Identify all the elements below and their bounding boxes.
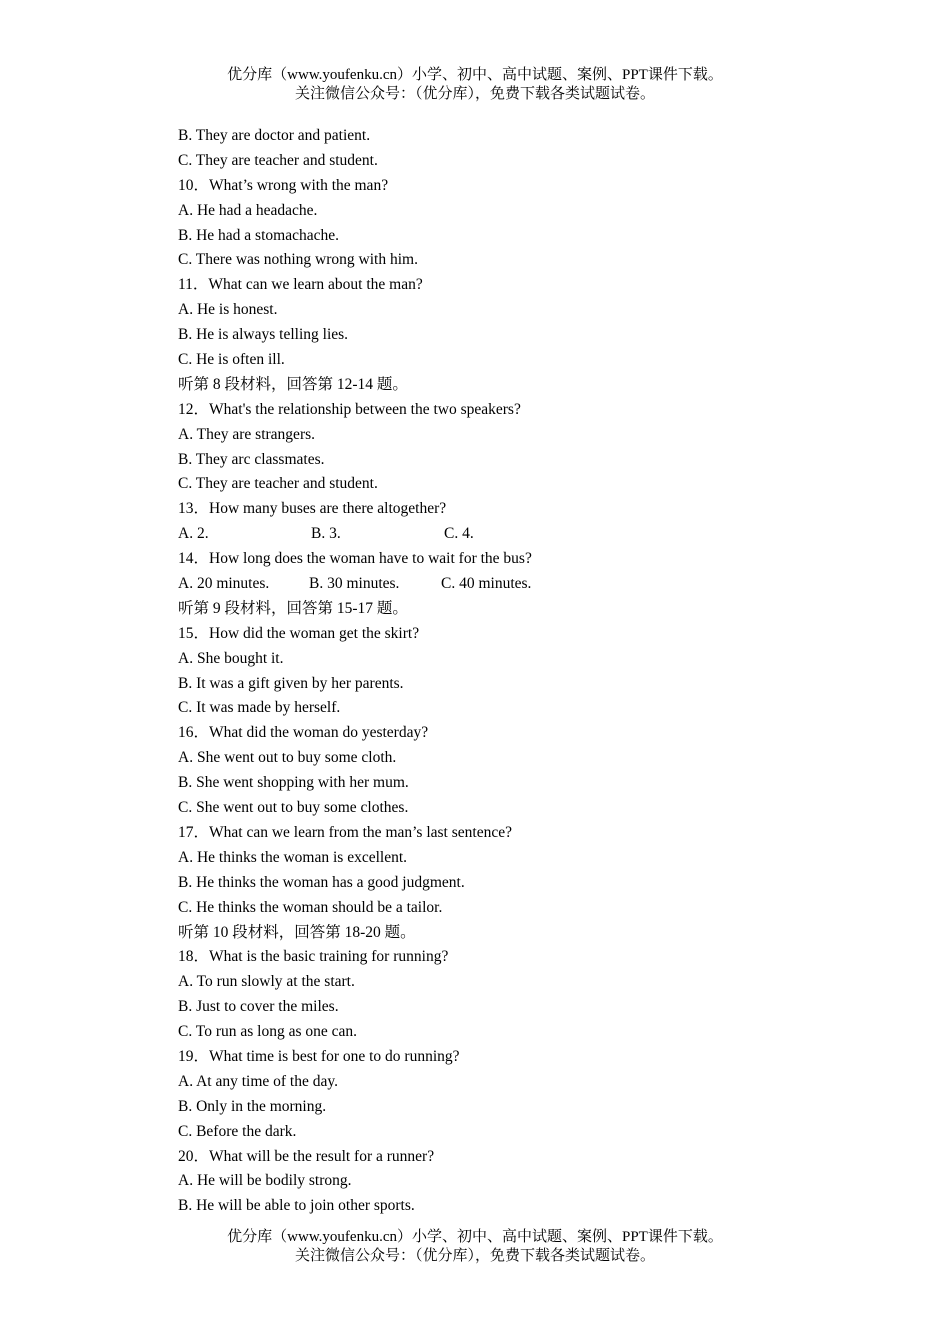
option-line: C. He thinks the woman should be a tailor. [178, 898, 443, 916]
option-a: A. 2. [178, 525, 209, 543]
footer-line-1: 优分库（www.youfenku.cn）小学、初中、高中试题、案例、PPT课件下载。 [227, 1229, 723, 1245]
option-line: C. Before the dark. [178, 1122, 297, 1140]
question-16: 16．What did the woman do yesterday? [178, 724, 429, 742]
question-17: 17．What can we learn from the man’s last sentence? [178, 823, 512, 841]
option-b: B. 3. [311, 525, 341, 543]
question-13: 13．How many buses are there altogether? [178, 500, 447, 518]
question-12: 12．What's the relationship between the two speakers? [178, 400, 521, 418]
option-line: C. They are teacher and student. [178, 475, 378, 493]
header-line-2: 关注微信公众号：（优分库），免费下载各类试题试卷。 [294, 86, 655, 102]
option-line: B. He is always telling lies. [178, 326, 349, 344]
option-line: A. She went out to buy some cloth. [178, 749, 397, 767]
question-14-options [178, 572, 778, 597]
option-line: B. It was a gift given by her parents. [178, 674, 404, 692]
section-instruction: 听第 8 段材料，回答第 12-14 题。 [178, 375, 408, 393]
exam-content [178, 124, 778, 1219]
footer-line-2: 关注微信公众号：（优分库），免费下载各类试题试卷。 [294, 1248, 655, 1264]
option-b: B. 30 minutes. [309, 575, 400, 593]
option-line: B. Just to cover the miles. [178, 998, 339, 1016]
question-18: 18．What is the basic training for running? [178, 948, 449, 966]
option-line: A. She bought it. [178, 649, 284, 667]
section-instruction: 听第 9 段材料，回答第 15-17 题。 [178, 599, 408, 617]
option-line: C. To run as long as one can. [178, 1023, 357, 1041]
question-19: 19．What time is best for one to do running? [178, 1047, 460, 1065]
section-instruction: 听第 10 段材料，回答第 18-20 题。 [178, 923, 416, 941]
option-line: C. They are teacher and student. [178, 151, 378, 169]
option-line: C. There was nothing wrong with him. [178, 251, 418, 269]
question-11: 11．What can we learn about the man? [178, 276, 423, 294]
option-line: A. He is honest. [178, 301, 278, 319]
option-line: A. He thinks the woman is excellent. [178, 848, 408, 866]
option-line: B. He will be able to join other sports. [178, 1197, 415, 1215]
option-line: B. She went shopping with her mum. [178, 774, 409, 792]
page-footer [0, 1228, 950, 1266]
header-line-1: 优分库（www.youfenku.cn）小学、初中、高中试题、案例、PPT课件下载。 [227, 67, 723, 83]
question-14: 14．How long does the woman have to wait for the bus? [178, 550, 532, 568]
option-line: A. To run slowly at the start. [178, 973, 355, 991]
option-line: B. He had a stomachache. [178, 226, 339, 244]
option-a: A. 20 minutes. [178, 575, 270, 593]
option-line: B. He thinks the woman has a good judgment. [178, 873, 465, 891]
option-c: C. 4. [444, 525, 474, 543]
option-line: C. She went out to buy some clothes. [178, 799, 409, 817]
question-15: 15．How did the woman get the skirt? [178, 624, 420, 642]
question-10: 10．What’s wrong with the man? [178, 176, 389, 194]
question-13-options [178, 522, 778, 547]
option-line: C. He is often ill. [178, 351, 285, 369]
option-line: A. He had a headache. [178, 201, 318, 219]
option-c: C. 40 minutes. [441, 575, 532, 593]
option-line: B. They arc classmates. [178, 450, 325, 468]
option-line: A. He will be bodily strong. [178, 1172, 352, 1190]
option-line: A. At any time of the day. [178, 1072, 338, 1090]
option-line: B. Only in the morning. [178, 1097, 327, 1115]
option-line: A. They are strangers. [178, 425, 316, 443]
question-20: 20．What will be the result for a runner? [178, 1147, 435, 1165]
option-line: B. They are doctor and patient. [178, 127, 371, 144]
option-line: C. It was made by herself. [178, 699, 341, 717]
page-header [0, 66, 950, 104]
